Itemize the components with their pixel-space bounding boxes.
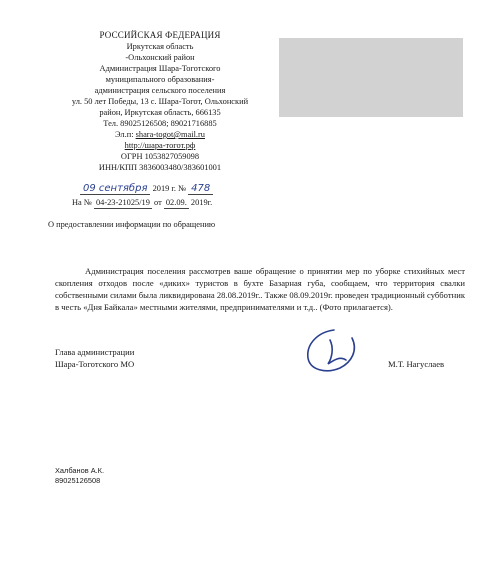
letter-body: Администрация поселения рассмотрев ваше обращение о принятии мер по уборке стихийных мест скопления отходов после «диких» туристов в бухте Базарная губа, сообщаем, что территория свалки собственными силами была ликвидирована 28.08.2019г.. Также 08.09.2019г. проведен традиционный субботник в честь «Дня Байкала» местными жителями, предпринимателями и т.д.. (Фото прилагается). (55, 266, 465, 312)
letterhead-admin-line2: муниципального образования- (105, 75, 215, 84)
letterhead-admin-line3: администрация сельского поселения (94, 86, 226, 95)
reference-date: 02.09. (165, 198, 187, 207)
letterhead-address-line2: район, Иркутская область, 666135 (99, 108, 221, 117)
letterhead-email-label: Эл.п: (115, 130, 134, 139)
letterhead-ogrn: ОГРН 1053827059098 (120, 152, 200, 161)
letterhead-district: -Ольхонский район (125, 53, 195, 62)
letterhead-email-link[interactable]: shara-togot@mail.ru (135, 130, 205, 139)
handwritten-number: 478 (188, 183, 213, 195)
handwritten-date: 09 сентября (80, 183, 150, 195)
reference-prefix: На № (72, 198, 92, 207)
reference-line (72, 197, 212, 209)
executor-name: Халбанов А.К. (55, 466, 105, 475)
executor-phone: 89025126508 (55, 476, 101, 485)
letterhead-inn: ИНН/КПП 3836003480/383601001 (98, 163, 222, 172)
registration-year-text: 2019 г. № (152, 184, 187, 193)
redacted-recipient-block (279, 38, 463, 117)
letterhead-website-link[interactable]: http://шара-тогот.рф (124, 141, 196, 150)
registration-date-line (80, 183, 213, 195)
signatory-title-line1: Глава администрации (55, 347, 135, 357)
signatory-name: М.Т. Нагуслаев (388, 359, 445, 369)
signatory-title-line2: Шара-Тоготского МО (55, 359, 135, 369)
reference-year: 2019г. (190, 198, 213, 207)
letterhead-phone: Тел. 89025126508; 89021716885 (103, 119, 217, 128)
letterhead-region: Иркутская область (126, 42, 194, 51)
handwritten-signature-icon (300, 326, 364, 378)
executor-block (55, 466, 104, 486)
reference-from: от (154, 198, 162, 207)
letterhead-email-row (40, 129, 280, 140)
letterhead-address-line1: ул. 50 лет Победы, 13 с. Шара-Тогот, Ольхонский (71, 97, 249, 106)
reference-number: 04-23-21025/19 (95, 198, 150, 207)
signatory-title (55, 346, 134, 370)
letter-subject: О предоставлении информации по обращению (48, 220, 216, 229)
letterhead-admin-line1: Администрация Шара-Тоготского (99, 64, 221, 73)
letterhead (40, 30, 280, 173)
letterhead-website-row (40, 140, 280, 151)
letterhead-country: РОССИЙСКАЯ ФЕДЕРАЦИЯ (99, 30, 221, 40)
